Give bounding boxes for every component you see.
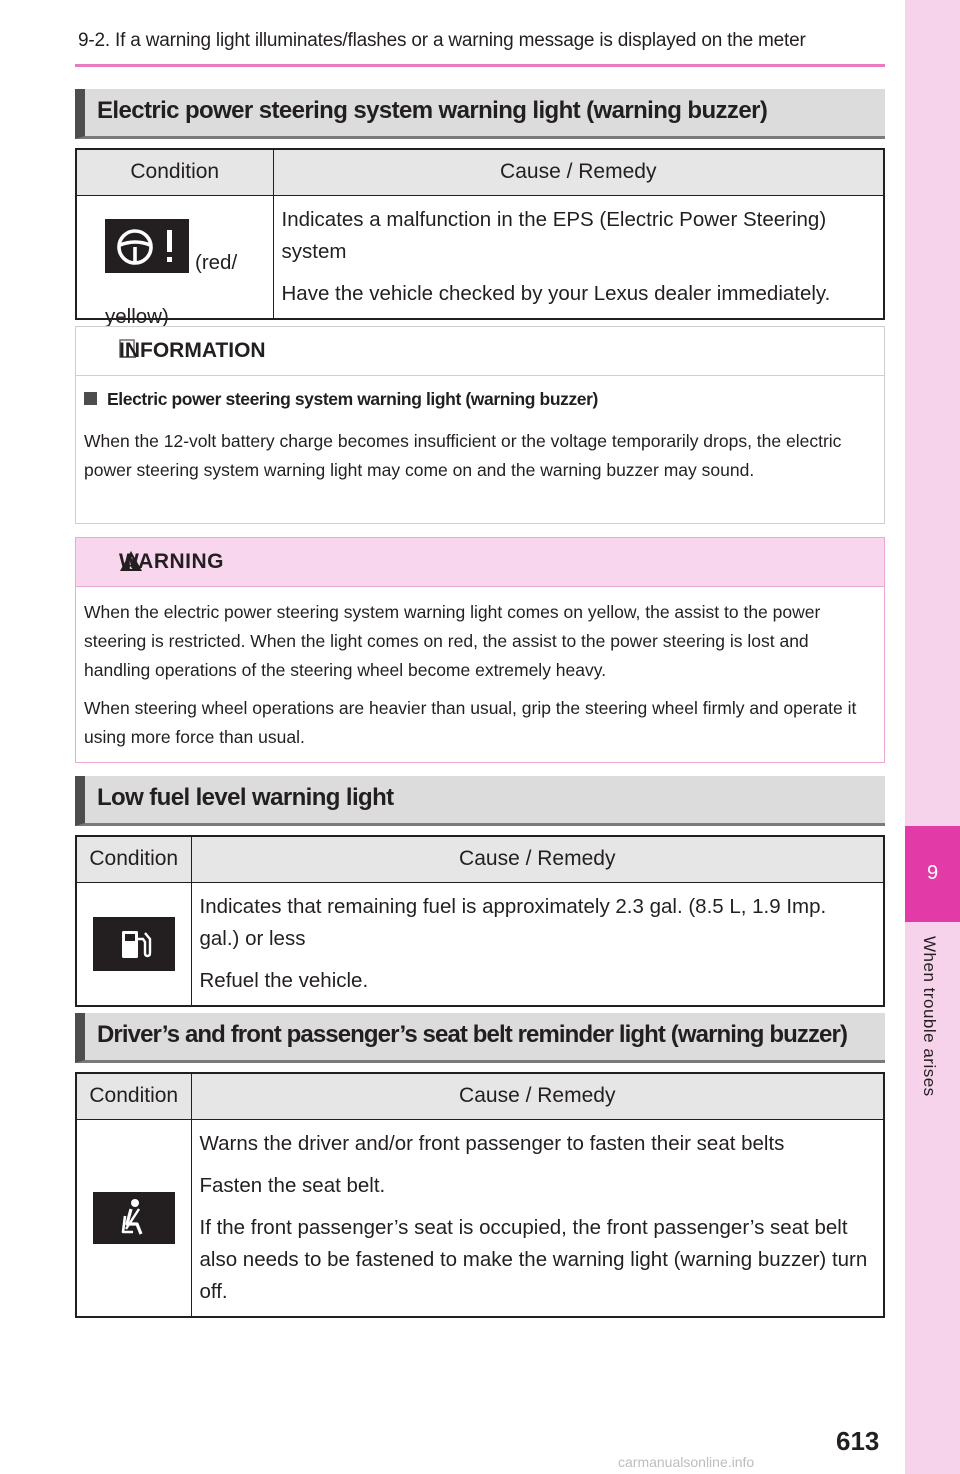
- eps-table: [75, 148, 885, 328]
- steering-warning-icon: [105, 219, 189, 273]
- information-subheading-text: Electric power steering system warning light (warning buzzer): [107, 389, 598, 409]
- information-box: [75, 326, 885, 524]
- section-title-eps: Electric power steering system warning light (warning buzzer): [97, 97, 768, 124]
- information-body: When the 12-volt battery charge becomes insufficient or the voltage temporarily drops, the electric power steering system warning light may come on and the warning buzzer may sound.: [84, 431, 842, 480]
- table-row: [76, 195, 884, 319]
- condition-cell: [76, 195, 273, 328]
- section-heading-seatbelt: [75, 1013, 885, 1063]
- information-title: INFORMATION: [119, 339, 266, 362]
- table-header-row: [76, 1073, 884, 1119]
- information-subheading: [84, 389, 598, 410]
- remedy-line: Indicates a malfunction in the EPS (Electric Power Steering) system: [281, 207, 827, 263]
- watermark: carmanualsonline.info: [618, 1454, 755, 1470]
- column-header-remedy: Cause / Remedy: [191, 836, 884, 882]
- square-bullet-icon: [84, 392, 97, 405]
- chapter-side-tab: [905, 0, 960, 1474]
- chapter-label: When trouble arises: [920, 936, 939, 1097]
- condition-cell: [76, 1119, 191, 1317]
- table-row: [76, 1119, 884, 1317]
- remedy-cell: [191, 1119, 884, 1317]
- warning-box: [75, 537, 885, 763]
- remedy-line: Refuel the vehicle.: [199, 968, 369, 992]
- remedy-cell: [191, 882, 884, 1006]
- fuel-table: [75, 835, 885, 1007]
- page-header-title: 9-2. If a warning light illuminates/flashes or a warning message is displayed on the meter: [78, 30, 806, 51]
- header-rule: [75, 64, 885, 67]
- fuel-pump-icon: [93, 917, 175, 971]
- section-heading-fuel: [75, 776, 885, 826]
- condition-cell: [76, 882, 191, 1006]
- information-header: [76, 327, 884, 376]
- page-number: 613: [836, 1426, 880, 1456]
- table-header-row: [76, 149, 884, 195]
- seat-belt-icon: [93, 1192, 175, 1244]
- column-header-condition: Condition: [76, 836, 191, 882]
- section-title-fuel: Low fuel level warning light: [97, 784, 394, 811]
- table-row: [76, 882, 884, 1006]
- remedy-line: Indicates that remaining fuel is approximately 2.3 gal. (8.5 L, 1.9 Imp. gal.) or less: [199, 894, 827, 950]
- column-header-remedy: Cause / Remedy: [273, 149, 884, 195]
- warning-paragraph: When steering wheel operations are heavier than usual, grip the steering wheel firmly and operate it using more force than usual.: [84, 698, 857, 747]
- remedy-line: Fasten the seat belt.: [199, 1173, 386, 1197]
- warning-paragraph: When the electric power steering system warning light comes on yellow, the assist to the power steering is restricted. When the light comes on red, the assist to the power steering is lost and handling operations of the steering wheel become extremely heavy.: [84, 602, 821, 680]
- section-heading-eps: [75, 89, 885, 139]
- condition-color-text: (red/ yellow): [105, 250, 238, 328]
- warning-header: [76, 538, 884, 587]
- section-title-seatbelt: Driver’s and front passenger’s seat belt reminder light (warning buzzer): [97, 1021, 848, 1048]
- chapter-number: 9: [926, 862, 939, 884]
- seatbelt-table: [75, 1072, 885, 1318]
- remedy-cell: [273, 195, 884, 319]
- column-header-condition: Condition: [76, 1073, 191, 1119]
- column-header-remedy: Cause / Remedy: [191, 1073, 884, 1119]
- warning-body: [84, 598, 874, 752]
- remedy-line: If the front passenger’s seat is occupied, the front passenger’s seat belt also needs to be fastened to make the warning light (warning buzzer) turn off.: [199, 1215, 868, 1303]
- remedy-line: Warns the driver and/or front passenger to fasten their seat belts: [199, 1131, 785, 1155]
- warning-title: WARNING: [119, 550, 224, 573]
- column-header-condition: Condition: [76, 149, 273, 195]
- table-header-row: [76, 836, 884, 882]
- remedy-line: Have the vehicle checked by your Lexus dealer immediately.: [281, 281, 831, 305]
